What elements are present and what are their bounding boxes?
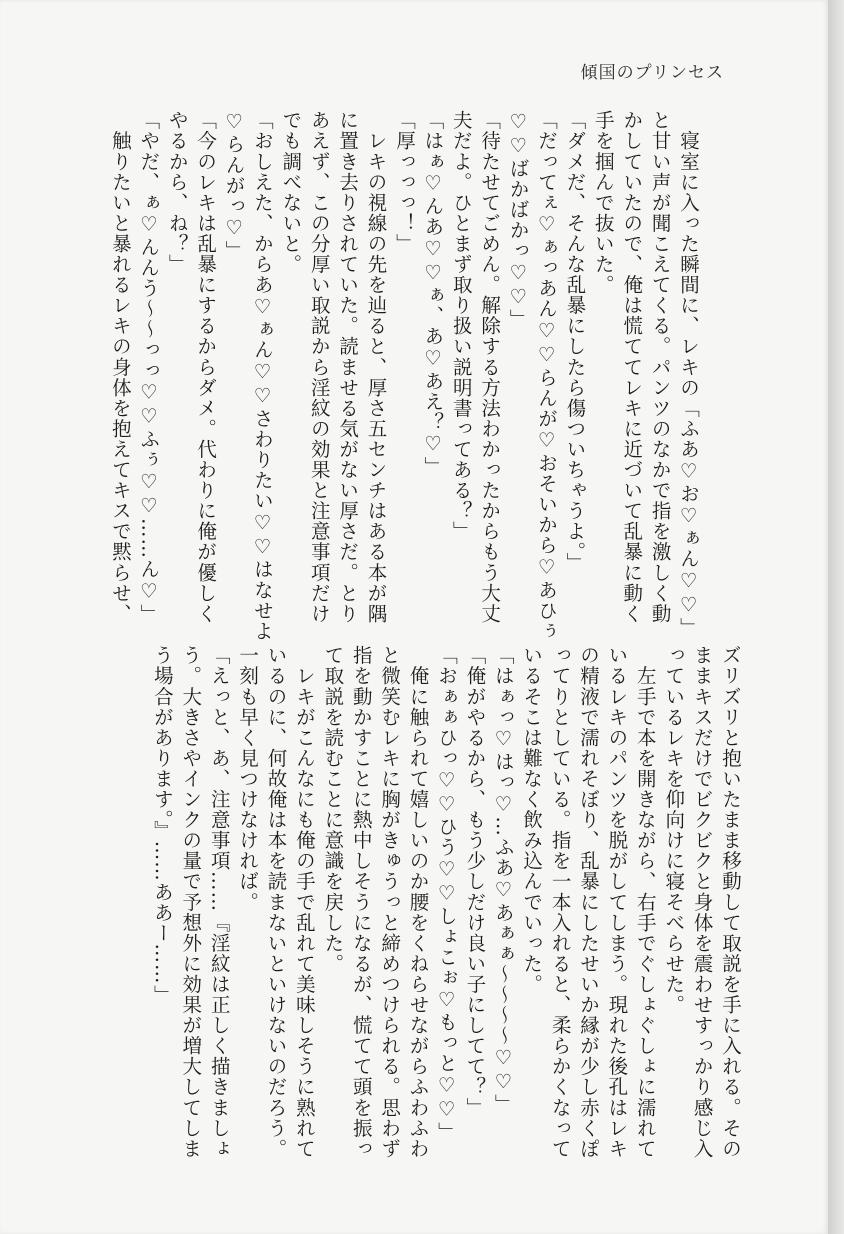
text-line: っているレキを仰向けに寝そべらせた。 — [662, 645, 686, 1015]
text-line: 「おぁぁひっ♡♡ひう♡♡しょこぉ♡もっと♡♡」 — [434, 645, 458, 1143]
text-line: レキがこんなにも俺の手で乱れて美味しそうに熟れて — [292, 645, 316, 1159]
page-edge — [828, 0, 844, 1234]
text-line: ままキスだけでビクビクと身体を震わせすっかり感じ入 — [690, 645, 714, 1159]
text-line: 「今のレキは乱暴にするからダメ。代わりに俺が優しく — [194, 110, 218, 624]
lower-text-block — [147, 645, 744, 1159]
text-line: て取説を読むことに意識を戻した。 — [321, 645, 345, 974]
text-line: 「やだ、ぁ♡んんう〜〜っっ♡♡ふぅ♡♡……ん♡」 — [137, 110, 161, 625]
text-line: 手を掴んで抜いた。 — [591, 110, 615, 295]
text-line: レキの視線の先を辿ると、厚さ五センチはある本が隅 — [364, 110, 388, 624]
text-line: あえず、この分厚い取説から淫紋の効果と注意事項だけ — [307, 110, 331, 624]
text-line: やるから、ね？」 — [165, 110, 189, 275]
text-line: 「はぁ♡んあ♡♡ぁ、あ♡あえ？♡」 — [421, 110, 445, 477]
text-line: に置き去りされていた。読ませる気がない厚さだ。とり — [336, 110, 360, 624]
text-line: 左手で本を開きながら、右手でぐしょぐしょに濡れて — [633, 645, 657, 1159]
text-line: う。大きさやインクの量で予想外に効果が増大してしま — [179, 645, 203, 1159]
text-line: 「厚っっっ！」 — [392, 110, 416, 254]
text-line: ♡らんがっ♡」 — [222, 110, 246, 261]
text-line: 一刻も早く見つけなければ。 — [236, 645, 260, 913]
text-line: と甘い声が聞こえてくる。パンツのなかで指を激しく動 — [648, 110, 672, 624]
text-line: う場合があります。』……ああー……」 — [150, 645, 174, 1006]
running-title: 傾国のプリンセス — [580, 63, 724, 83]
text-line: と微笑むレキに胸がきゅうっと締めつけられる。思わず — [378, 645, 402, 1159]
text-line: 「待たせてごめん。解除する方法わかったからもう大丈 — [478, 110, 502, 624]
text-line: 指を動かすことに熱中しそうになるが、慌てて頭を振っ — [349, 645, 373, 1159]
text-line: ♡♡ばかばかっ♡♡」 — [506, 110, 530, 330]
text-line: いるそこは難なく飲み込んでいった。 — [520, 645, 544, 995]
text-line: 「おしえた、からあ♡ぁん♡♡さわりたい♡♡はなせよ — [250, 110, 274, 642]
text-line: 「ダメだ、そんな乱暴にしたら傷ついちゃうよ。」 — [563, 110, 587, 573]
text-line: 「俺がやるから、もう少しだけ良い子にしてて？」 — [463, 645, 487, 1118]
upper-text-block — [105, 110, 702, 642]
text-line: ってりとしている。指を一本入れると、柔らかくなって — [548, 645, 572, 1159]
text-line: ズリズリと抱いたまま移動して取説を手に入れる。その — [719, 645, 742, 1159]
text-line: 「はぁっ♡はっ♡…ふあ♡あぁぁ〜〜〜〜♡♡」 — [491, 645, 515, 1115]
text-line: 寝室に入った瞬間に、レキの「ふあ♡お♡ぁん♡♡」 — [677, 110, 700, 638]
text-line: かしていたので、俺は慌ててレキに近づいて乱暴に動く — [620, 110, 644, 624]
text-line: 触りたいと暴れるレキの身体を抱えてキスで黙らせ、 — [108, 110, 132, 624]
text-line: いるレキのパンツを脱がしてしまう。現れた後孔はレキ — [605, 645, 629, 1159]
text-line: いるのに、何故俺は本を読まないといけないのだろう。 — [264, 645, 288, 1159]
text-line: 俺に触られて嬉しいのか腰をくねらせながらふわふわ — [406, 645, 430, 1159]
text-line: 「えっと、あ、注意事項……『淫紋は正しく描きましょ — [207, 645, 231, 1159]
text-line: 「だってぇ♡ぁっあん♡♡らんが♡おそいから♡あひぅ — [534, 110, 558, 642]
text-line: 夫だよ。ひとまず取り扱い説明書ってある？」 — [449, 110, 473, 542]
text-line: の精液で濡れそぼり、乱暴にしたせいか縁が少し赤くぽ — [576, 645, 600, 1159]
text-line: でも調べないと。 — [279, 110, 303, 275]
